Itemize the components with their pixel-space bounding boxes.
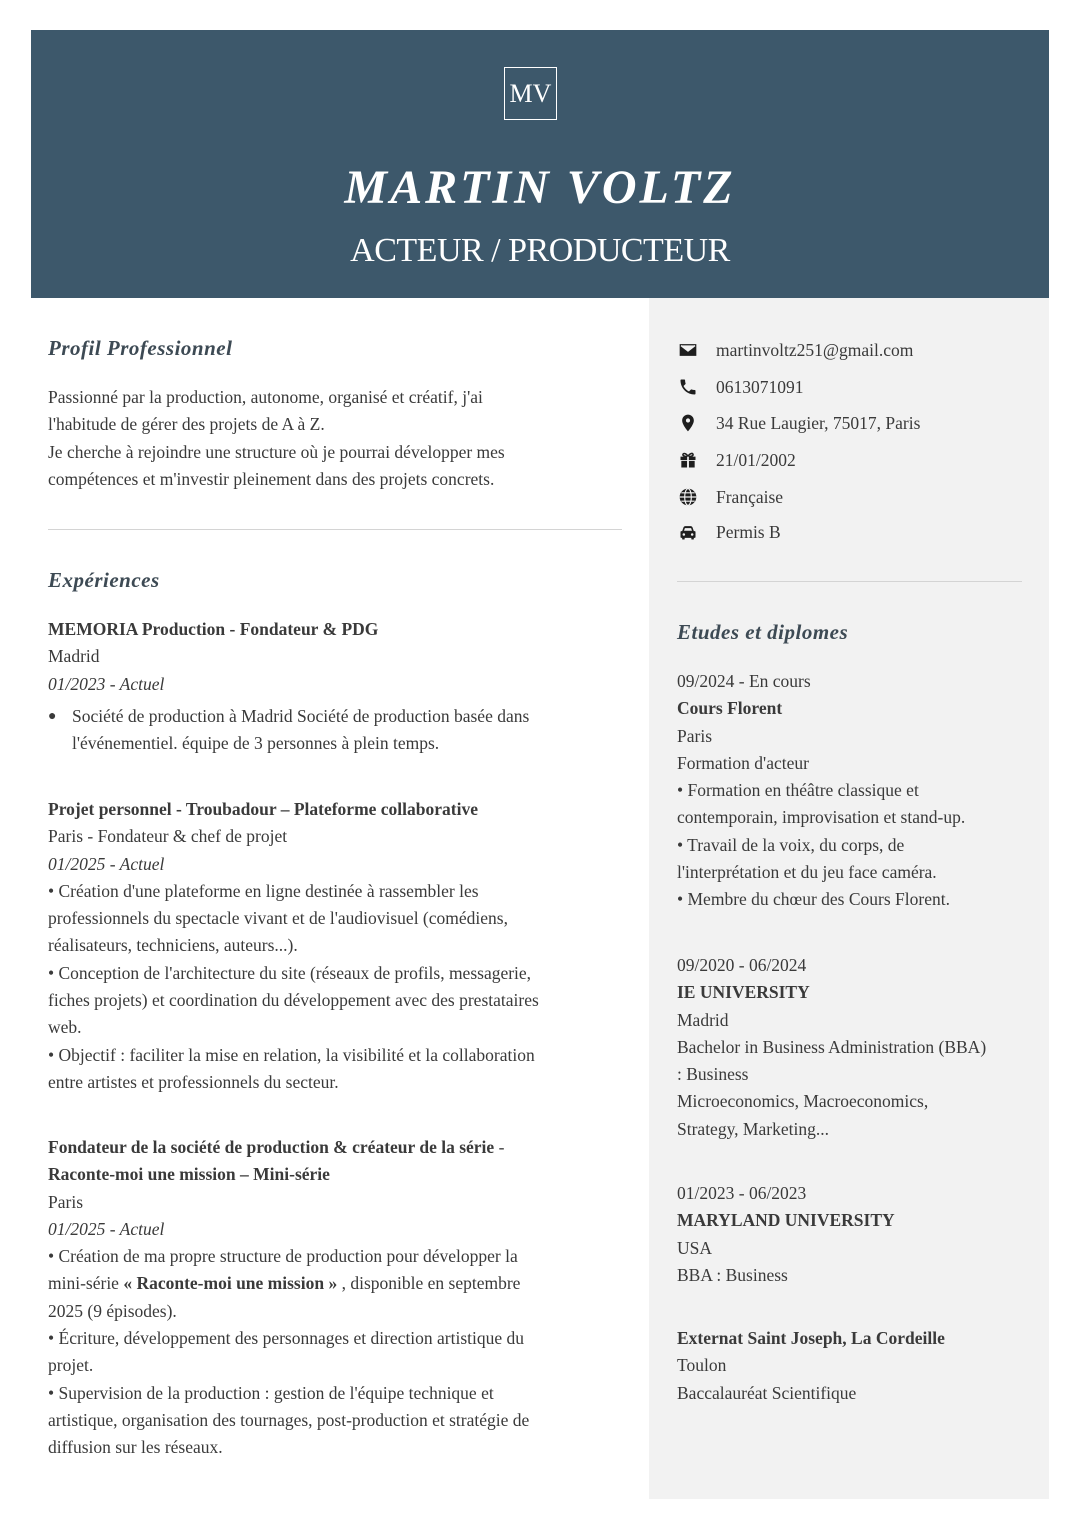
email-text: martinvoltz251@gmail.com xyxy=(716,339,914,360)
experience-line: diffusion sur les réseaux. xyxy=(48,1437,223,1458)
profile-line: l'habitude de gérer des projets de A à Z. xyxy=(48,414,325,435)
education-line: • Travail de la voix, du corps, de xyxy=(677,834,905,855)
nationality-text: Française xyxy=(716,486,784,507)
experiences-section xyxy=(48,568,622,593)
education-school: MARYLAND UNIVERSITY xyxy=(677,1210,895,1231)
profile-title: Profil Professionnel xyxy=(48,336,233,360)
education-line: Strategy, Marketing... xyxy=(677,1118,829,1139)
contact-address xyxy=(677,408,1037,438)
experience-heading: Raconte-moi une mission – Mini-série xyxy=(48,1164,330,1185)
contact-email xyxy=(677,335,1037,365)
experience-line: • Objectif : faciliter la mise en relation, la visibilité et la collaboration xyxy=(48,1044,535,1065)
education-dates: 01/2023 - 06/2023 xyxy=(677,1183,807,1203)
experience-line: • Création d'une plateforme en ligne destinée à rassembler les xyxy=(48,880,479,901)
education-item xyxy=(677,952,1037,1143)
initials-monogram: MV xyxy=(504,67,557,120)
bullet-line: Société de production à Madrid Société de production basée dans xyxy=(72,705,530,726)
education-title: Etudes et diplomes xyxy=(677,620,849,644)
gift-icon xyxy=(677,449,699,471)
person-name: MARTIN VOLTZ xyxy=(344,161,736,214)
education-line: BBA : Business xyxy=(677,1264,788,1285)
phone-icon xyxy=(677,376,699,398)
education-line: Toulon xyxy=(677,1355,727,1376)
experience-dates: 01/2025 - Actuel xyxy=(48,1218,165,1239)
experience-heading-line xyxy=(48,1134,622,1161)
header-banner xyxy=(31,30,1049,298)
car-icon xyxy=(677,521,699,543)
experience-line: réalisateurs, techniciens, auteurs...). xyxy=(48,935,298,956)
experience-heading: MEMORIA Production - Fondateur & PDG xyxy=(48,619,379,639)
experiences-title: Expériences xyxy=(48,568,160,592)
birthdate-text: 21/01/2002 xyxy=(716,449,796,470)
contact-nationality xyxy=(677,482,1037,512)
bullet-line: l'événementiel. équipe de 3 personnes à plein temps. xyxy=(72,733,440,754)
contact-license xyxy=(677,517,1037,547)
experience-bullet xyxy=(48,703,622,758)
education-line: • Formation en théâtre classique et xyxy=(677,780,919,801)
profile-line: compétences et m'investir pleinement dans des projets concrets. xyxy=(48,468,495,489)
heading-separator: - xyxy=(494,1137,505,1157)
experience-item xyxy=(48,1134,622,1462)
experience-place: Paris xyxy=(48,1191,83,1212)
education-school: IE UNIVERSITY xyxy=(677,982,810,1003)
section-divider xyxy=(677,581,1022,582)
experience-line: • Écriture, développement des personnages et direction artistique du xyxy=(48,1328,525,1349)
education-section xyxy=(677,620,1037,645)
education-line: l'interprétation et du jeu face caméra. xyxy=(677,862,937,883)
experience-line: fiches projets) et coordination du développement avec des prestataires xyxy=(48,990,539,1011)
education-line: • Membre du chœur des Cours Florent. xyxy=(677,889,950,910)
experience-line: 2025 (9 épisodes). xyxy=(48,1300,177,1321)
profile-line: Je cherche à rejoindre une structure où je pourrai développer mes xyxy=(48,441,505,462)
phone-text: 0613071091 xyxy=(716,376,804,397)
education-line: Paris xyxy=(677,725,712,746)
education-school: Cours Florent xyxy=(677,698,783,719)
education-school: Externat Saint Joseph, La Cordeille xyxy=(677,1328,945,1348)
education-dates: 09/2024 - En cours xyxy=(677,671,811,691)
experience-place: Paris - Fondateur & chef de projet xyxy=(48,826,288,847)
education-line: Microeconomics, Macroeconomics, xyxy=(677,1091,929,1112)
experience-dates: 01/2025 - Actuel xyxy=(48,853,165,874)
job-title: ACTEUR / PRODUCTEUR xyxy=(350,232,730,269)
envelope-icon xyxy=(677,339,699,361)
bullet-dot: ● xyxy=(48,708,57,724)
experience-line: entre artistes et professionnels du secteur. xyxy=(48,1071,339,1092)
experience-item xyxy=(48,616,622,757)
contact-birthdate xyxy=(677,445,1037,475)
experience-line: projet. xyxy=(48,1355,94,1376)
contact-phone xyxy=(677,372,1037,402)
profile-section xyxy=(48,336,622,361)
experience-line: • Création de ma propre structure de production pour développer la xyxy=(48,1246,518,1267)
education-line: Baccalauréat Scientifique xyxy=(677,1382,857,1403)
address-text: 34 Rue Laugier, 75017, Paris xyxy=(716,412,921,433)
experience-line: web. xyxy=(48,1017,82,1038)
experience-heading: Projet personnel - Troubadour – Plateforme collaborative xyxy=(48,799,478,819)
education-item xyxy=(677,668,1037,914)
experience-line: artistique, organisation des tournages, post-production et stratégie de xyxy=(48,1409,530,1430)
education-line: Bachelor in Business Administration (BBA) xyxy=(677,1036,987,1057)
line-text: mini-série xyxy=(48,1273,124,1294)
experience-dates: 01/2023 - Actuel xyxy=(48,673,165,694)
experience-line: • Conception de l'architecture du site (réseaux de profils, messagerie, xyxy=(48,962,532,983)
experience-line: • Supervision de la production : gestion de l'équipe technique et xyxy=(48,1382,494,1403)
series-title: « Raconte-moi une mission » xyxy=(123,1273,338,1294)
experience-line: professionnels du spectacle vivant et de l'audiovisuel (comédiens, xyxy=(48,908,508,929)
education-item xyxy=(677,1180,1037,1289)
experience-heading: Fondateur de la société de production & créateur de la série xyxy=(48,1137,495,1157)
education-line: Formation d'acteur xyxy=(677,752,809,773)
education-dates: 09/2020 - 06/2024 xyxy=(677,955,807,975)
education-item xyxy=(677,1325,1037,1407)
education-line: contemporain, improvisation et stand-up. xyxy=(677,807,966,828)
education-line: Madrid xyxy=(677,1009,729,1030)
license-text: Permis B xyxy=(716,521,781,542)
experience-line xyxy=(48,1270,622,1297)
section-divider xyxy=(48,529,622,530)
profile-line: Passionné par la production, autonome, organisé et créatif, j'ai xyxy=(48,387,483,407)
map-pin-icon xyxy=(677,412,699,434)
line-text: , disponible en septembre xyxy=(337,1273,521,1294)
profile-text xyxy=(48,384,622,493)
experience-item xyxy=(48,796,622,1096)
education-line: USA xyxy=(677,1237,713,1258)
experience-place: Madrid xyxy=(48,646,100,667)
education-line: : Business xyxy=(677,1064,749,1085)
globe-icon xyxy=(677,486,699,508)
